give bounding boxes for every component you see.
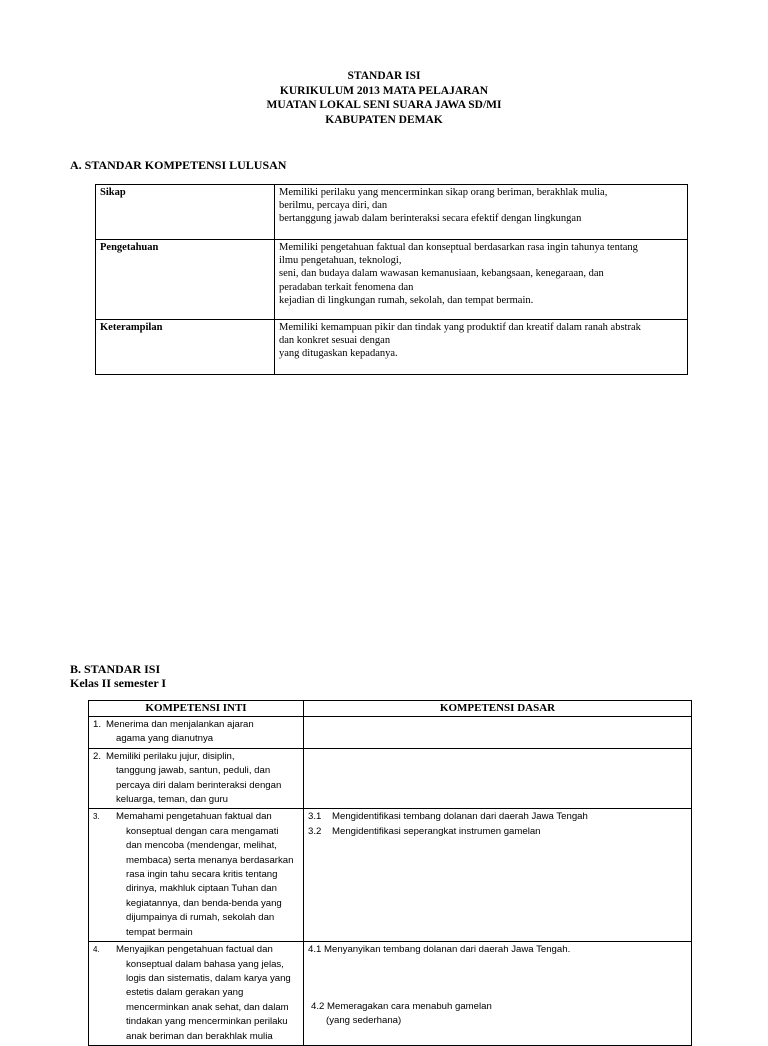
desc-line: Memiliki perilaku yang mencerminkan sikap orang beriman, berakhlak mulia, <box>279 187 608 198</box>
table-row <box>96 185 688 240</box>
ki-line: konseptual dalam bahasa yang jelas, <box>126 958 284 970</box>
ki-line: logis dan sistematis, dalam karya yang <box>126 972 291 984</box>
row-description <box>275 320 688 375</box>
ki-number: 4. <box>93 945 100 955</box>
ki-number: 3. <box>93 812 100 822</box>
kd-item: 4.1 Menyanyikan tembang dolanan dari daerah Jawa Tengah. <box>308 944 571 956</box>
ki-line: rasa ingin tahu secara kritis tentang <box>126 869 278 881</box>
table-row <box>96 240 688 320</box>
kd-item-continued: (yang sederhana) <box>326 1014 402 1026</box>
section-a-heading: A. STANDAR KOMPETENSI LULUSAN <box>70 158 287 172</box>
ki-line: kegiatannya, dan benda-benda yang <box>126 897 282 909</box>
kd-item <box>308 825 687 839</box>
title-line-4: KABUPATEN DEMAK <box>325 113 443 126</box>
kd-cell <box>304 717 692 749</box>
ki-line: keluarga, teman, dan guru <box>116 794 229 806</box>
ki-line: percaya diri dalam berinteraksi dengan <box>116 779 282 791</box>
title-line-2: KURIKULUM 2013 MATA PELAJARAN <box>279 84 489 97</box>
spacer <box>308 958 687 1000</box>
row-description <box>275 240 688 320</box>
ki-cell <box>89 809 304 942</box>
ki-line: tempat bermain <box>126 926 193 938</box>
ki-cell <box>89 748 304 809</box>
table-row <box>89 717 692 749</box>
kd-cell <box>304 809 692 942</box>
desc-line: Memiliki kemampuan pikir dan tindak yang produktif dan kreatif dalam ranah abstrak <box>279 322 641 333</box>
kd-item: 4.2 Memeragakan cara menabuh gamelan <box>311 1000 492 1012</box>
ki-line: dijumpainya di rumah, sekolah dan <box>126 912 275 924</box>
column-header-ki: KOMPETENSI INTI <box>89 701 304 717</box>
kd-text: Mengidentifikasi seperangkat instrumen gamelan <box>332 825 541 837</box>
ki-number: 1. <box>93 719 102 730</box>
table-row <box>89 809 692 942</box>
table-row <box>89 942 692 1046</box>
column-header-kd: KOMPETENSI DASAR <box>304 701 692 717</box>
desc-line: seni, dan budaya dalam wawasan kemanusiaan, kebangsaan, kenegaraan, dan <box>279 268 604 280</box>
desc-line: dan konkret sesuai dengan <box>279 335 391 347</box>
kd-cell <box>304 748 692 809</box>
ki-cell <box>89 717 304 749</box>
ki-line: dan mencoba (mendengar, melihat, <box>126 840 277 852</box>
row-label: Keterampilan <box>96 320 275 375</box>
ki-line: tanggung jawab, santun, peduli, dan <box>116 765 271 777</box>
row-label: Pengetahuan <box>96 240 275 320</box>
desc-line: berilmu, percaya diri, dan <box>279 200 388 212</box>
kd-number: 3.2 <box>308 825 322 837</box>
document-title <box>0 69 768 127</box>
row-label: Sikap <box>96 185 275 240</box>
table-header-row <box>89 701 692 717</box>
kd-item <box>308 810 687 824</box>
ki-line: mencerminkan anak sehat, dan dalam <box>126 1001 289 1013</box>
table-row <box>96 320 688 375</box>
section-b-subheading: Kelas II semester I <box>70 676 167 690</box>
ki-line: Memiliki perilaku jujur, disiplin, <box>106 750 235 762</box>
desc-line: yang ditugaskan kepadanya. <box>279 348 398 360</box>
desc-line: Memiliki pengetahuan faktual dan konseptual berdasarkan rasa ingin tahunya tentang <box>279 242 638 253</box>
row-description <box>275 185 688 240</box>
section-b-heading: B. STANDAR ISI <box>70 662 161 676</box>
title-line-3: MUATAN LOKAL SENI SUARA JAWA SD/MI <box>266 99 502 111</box>
desc-line: ilmu pengetahuan, teknologi, <box>279 255 402 267</box>
ki-line: estetis dalam gerakan yang <box>126 987 244 999</box>
ki-line: dirinya, makhluk ciptaan Tuhan dan <box>126 883 277 895</box>
ki-line: membaca) serta menanya berdasarkan <box>126 854 294 866</box>
table-row <box>89 748 692 809</box>
ki-line: anak beriman dan berakhlak mulia <box>126 1030 273 1042</box>
desc-line: bertanggung jawab dalam berinteraksi secara efektif dengan lingkungan <box>279 213 582 225</box>
kd-number: 3.1 <box>308 811 322 823</box>
ki-line: tindakan yang mencerminkan perilaku <box>126 1016 288 1028</box>
ki-cell <box>89 942 304 1046</box>
desc-line: kejadian di lingkungan rumah, sekolah, dan tempat bermain. <box>279 294 534 306</box>
ki-number: 2. <box>93 750 102 762</box>
ki-line: Menerima dan menjalankan ajaran <box>106 719 254 730</box>
kd-cell <box>304 942 692 1046</box>
desc-line: peradaban terkait fenomena dan <box>279 281 414 293</box>
ki-line: Memahami pengetahuan faktual dan <box>116 811 272 823</box>
title-line-1: STANDAR ISI <box>347 70 421 82</box>
skl-table <box>95 184 688 375</box>
ki-line: Menyajikan pengetahuan factual dan <box>116 944 273 956</box>
kd-text: Mengidentifikasi tembang dolanan dari daerah Jawa Tengah <box>332 811 588 823</box>
ki-line: agama yang dianutnya <box>116 733 214 745</box>
kompetensi-table <box>88 700 692 1046</box>
ki-line: konseptual dengan cara mengamati <box>126 825 279 837</box>
